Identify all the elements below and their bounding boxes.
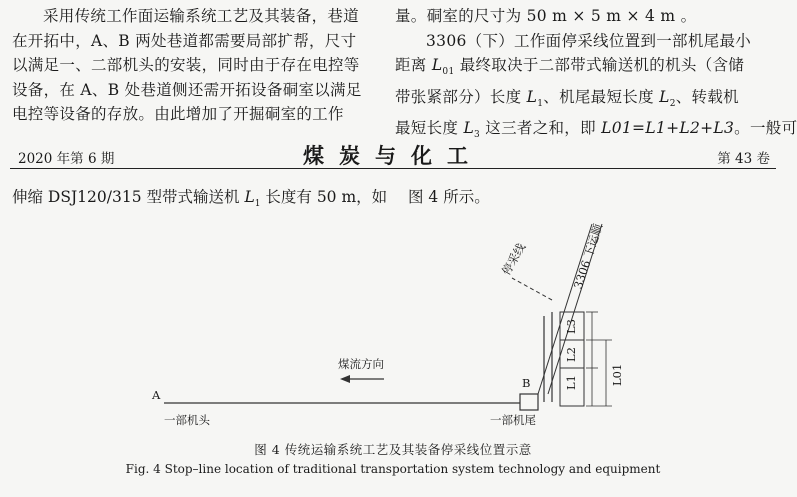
label-B: B bbox=[522, 376, 531, 390]
right-line-1: 量。硐室的尺寸为 50 m × 5 m × 4 m 。 bbox=[395, 7, 697, 25]
caption-en: Fig. 4 Stop–line location of traditional transportation system technology and equipment bbox=[125, 462, 661, 476]
volume-label: 第 43 卷 bbox=[717, 151, 770, 167]
label-flow: 煤流方向 bbox=[338, 357, 384, 371]
left-column bbox=[12, 4, 370, 127]
stop-line bbox=[512, 278, 552, 300]
running-header bbox=[10, 136, 776, 169]
left-line-1: 采用传统工作面运输系统工艺及其装备，巷道 bbox=[43, 7, 360, 25]
right-column bbox=[395, 4, 797, 148]
label-tail: 一部机尾 bbox=[490, 413, 536, 427]
continued-text-right: 图 4 所示。 bbox=[408, 188, 490, 206]
right-line-2: 3306（下）工作面停采线位置到一部机尾最小 bbox=[426, 31, 752, 50]
label-L2: L2 bbox=[564, 347, 578, 362]
issue-label: 2020 年第 6 期 bbox=[18, 151, 115, 167]
label-A: A bbox=[152, 388, 161, 402]
left-line-3: 以满足一、二部机头的安装，同时由于存在电控等 bbox=[12, 56, 360, 74]
label-stopline: 停采线 bbox=[498, 240, 529, 278]
formula: L01=L1+L2+L3 bbox=[601, 119, 735, 138]
tail-box bbox=[520, 394, 538, 410]
right-line-4: 带张紧部分）长度 $L_1$、机尾最短长度 $L_2$、转载机 bbox=[395, 87, 739, 109]
figure-4-diagram bbox=[140, 216, 660, 436]
left-line-4: 设备，在 A、B 处巷道侧还需开拓设备硐室以满足 bbox=[12, 80, 362, 99]
journal-title: 煤炭与化工 bbox=[303, 143, 483, 168]
left-line-5: 电控等设备的存放。由此增加了开掘硐室的工作 bbox=[12, 105, 344, 123]
flow-arrowhead bbox=[340, 375, 350, 383]
label-roadway: 3306 下运顺 bbox=[570, 222, 606, 291]
right-line-3: 距离 $L_{01}$ 最终取决于二部带式输送机的机头（含储 bbox=[395, 56, 745, 78]
label-L1: L1 bbox=[564, 375, 578, 390]
label-L01: L01 bbox=[610, 363, 624, 386]
label-head: 一部机头 bbox=[164, 413, 210, 427]
continued-text-left: 伸缩 DSJ120/315 型带式输送机 $L_1$ 长度有 50 m，如 bbox=[12, 188, 388, 210]
label-L3: L3 bbox=[564, 319, 578, 334]
left-line-2: 在开拓中，A、B 两处巷道都需要局部扩帮，尺寸 bbox=[12, 31, 357, 50]
right-line-5: 最短长度 $L_3$ 这三者之和，即 L01=L1+L2+L3。一般可 bbox=[395, 119, 797, 141]
caption-cn: 图 4 传统运输系统工艺及其装备停采线位置示意 bbox=[254, 442, 532, 457]
